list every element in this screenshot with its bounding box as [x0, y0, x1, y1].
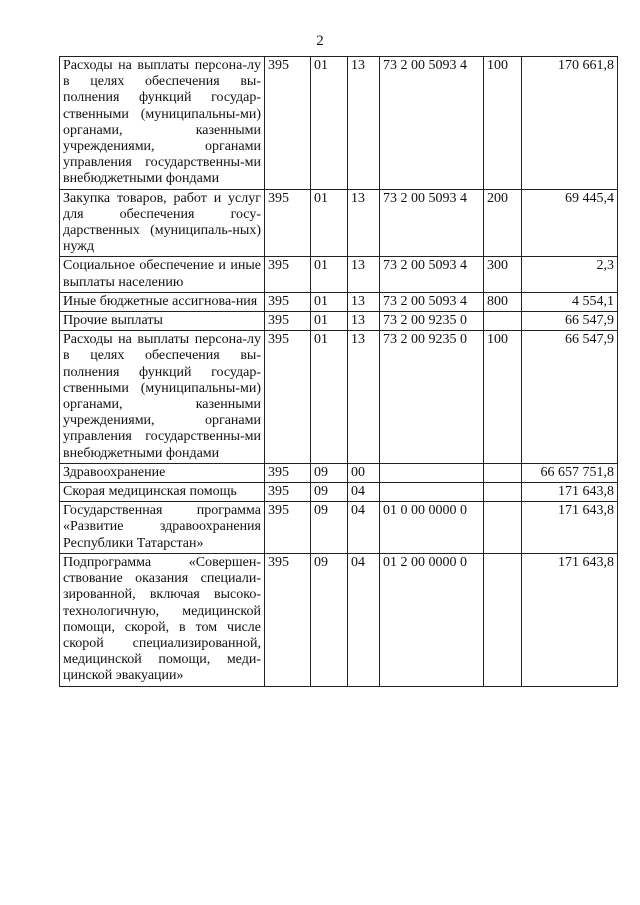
row-subsection: 13 — [348, 331, 380, 464]
row-target: 73 2 00 9235 0 — [380, 312, 484, 331]
row-ministry: 395 — [265, 57, 311, 190]
row-expense-type: 200 — [484, 189, 522, 257]
row-target: 73 2 00 5093 4 — [380, 257, 484, 292]
row-expense-type — [484, 463, 522, 482]
row-ministry: 395 — [265, 483, 311, 502]
row-ministry: 395 — [265, 312, 311, 331]
page-number: 2 — [316, 33, 324, 49]
table-row — [60, 292, 618, 311]
row-amount: 171 643,8 — [522, 483, 618, 502]
table-row — [60, 189, 618, 257]
row-target — [380, 483, 484, 502]
budget-table-body — [60, 57, 618, 687]
row-section: 01 — [311, 292, 348, 311]
row-target — [380, 463, 484, 482]
row-amount: 69 445,4 — [522, 189, 618, 257]
row-section: 01 — [311, 189, 348, 257]
table-row — [60, 502, 618, 554]
row-ministry: 395 — [265, 502, 311, 554]
row-target: 73 2 00 5093 4 — [380, 57, 484, 190]
row-section: 01 — [311, 257, 348, 292]
row-section: 01 — [311, 57, 348, 190]
row-section: 09 — [311, 553, 348, 686]
row-expense-type: 300 — [484, 257, 522, 292]
table-row — [60, 483, 618, 502]
row-amount: 66 547,9 — [522, 312, 618, 331]
row-ministry: 395 — [265, 463, 311, 482]
table-row — [60, 57, 618, 190]
row-name: Закупка товаров, работ и услуг для обеспечения госу-дарственных (муниципаль-ных) нужд — [60, 189, 265, 257]
table-row — [60, 331, 618, 464]
row-ministry: 395 — [265, 257, 311, 292]
row-subsection: 04 — [348, 553, 380, 686]
row-amount: 66 547,9 — [522, 331, 618, 464]
row-target: 73 2 00 9235 0 — [380, 331, 484, 464]
row-subsection: 00 — [348, 463, 380, 482]
row-name: Расходы на выплаты персона-лу в целях обеспечения вы-полнения функций государ-ственными (муниципальны-ми) органами, казенными учреждениями, органами управления государственны-ми внебюджетными фондами — [60, 331, 265, 464]
row-target: 01 2 00 0000 0 — [380, 553, 484, 686]
row-name: Прочие выплаты — [60, 312, 265, 331]
row-section: 09 — [311, 502, 348, 554]
row-amount: 66 657 751,8 — [522, 463, 618, 482]
row-name: Скорая медицинская помощь — [60, 483, 265, 502]
row-amount: 171 643,8 — [522, 502, 618, 554]
row-section: 09 — [311, 463, 348, 482]
row-name: Расходы на выплаты персона-лу в целях обеспечения вы-полнения функций государ-ственными (муниципальны-ми) органами, казенными учреждениями, органами управления государственны-ми внебюджетными фондами — [60, 57, 265, 190]
row-target: 01 0 00 0000 0 — [380, 502, 484, 554]
table-row — [60, 463, 618, 482]
row-section: 01 — [311, 312, 348, 331]
row-subsection: 13 — [348, 257, 380, 292]
table-row — [60, 553, 618, 686]
row-amount: 4 554,1 — [522, 292, 618, 311]
row-ministry: 395 — [265, 331, 311, 464]
row-expense-type — [484, 502, 522, 554]
row-expense-type — [484, 312, 522, 331]
row-name: Государственная программа «Развитие здравоохранения Республики Татарстан» — [60, 502, 265, 554]
row-ministry: 395 — [265, 553, 311, 686]
row-amount: 170 661,8 — [522, 57, 618, 190]
row-ministry: 395 — [265, 189, 311, 257]
row-subsection: 13 — [348, 57, 380, 190]
row-subsection: 04 — [348, 502, 380, 554]
row-subsection: 13 — [348, 189, 380, 257]
row-expense-type: 800 — [484, 292, 522, 311]
row-name: Подпрограмма «Совершен-ствование оказания специали-зированной, включая высоко-технологичную, медицинской помощи, скорой, в том числе скорой специализированной, медицинской помощи, меди-цинской эвакуации» — [60, 553, 265, 686]
row-target: 73 2 00 5093 4 — [380, 292, 484, 311]
row-name: Здравоохранение — [60, 463, 265, 482]
row-amount: 171 643,8 — [522, 553, 618, 686]
row-section: 01 — [311, 331, 348, 464]
row-expense-type: 100 — [484, 57, 522, 190]
row-section: 09 — [311, 483, 348, 502]
table-row — [60, 257, 618, 292]
row-expense-type — [484, 483, 522, 502]
row-target: 73 2 00 5093 4 — [380, 189, 484, 257]
row-subsection: 13 — [348, 292, 380, 311]
row-expense-type: 100 — [484, 331, 522, 464]
row-name: Иные бюджетные ассигнова-ния — [60, 292, 265, 311]
row-name: Социальное обеспечение и иные выплаты населению — [60, 257, 265, 292]
row-expense-type — [484, 553, 522, 686]
table-row — [60, 312, 618, 331]
budget-table — [59, 56, 618, 687]
row-subsection: 13 — [348, 312, 380, 331]
row-amount: 2,3 — [522, 257, 618, 292]
row-ministry: 395 — [265, 292, 311, 311]
row-subsection: 04 — [348, 483, 380, 502]
